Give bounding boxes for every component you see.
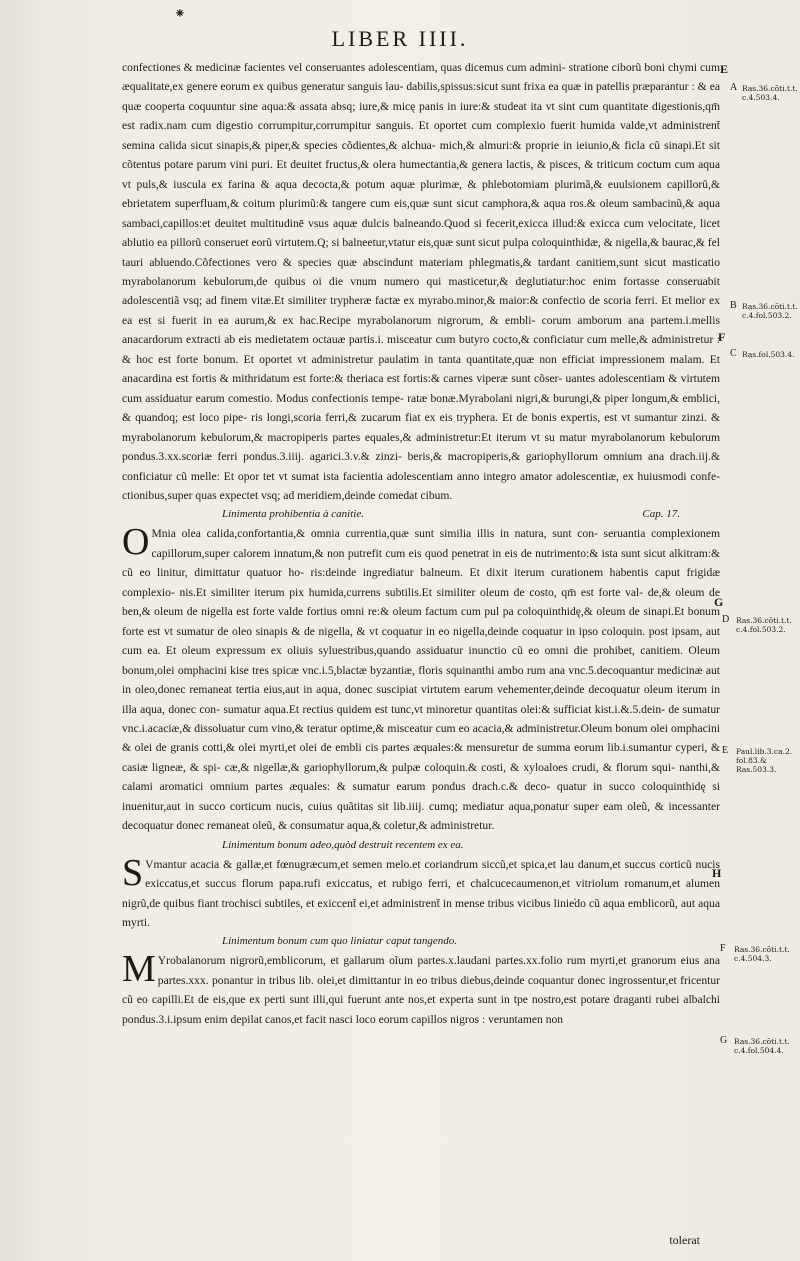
drop-cap: O [122,521,150,564]
margin-letter: G [720,1035,728,1046]
margin-letter: B [730,300,737,311]
margin-note: Ras.36.cõti.t.t. c.4.504.3. [734,945,790,963]
running-header: LIBER IIII. [331,26,469,51]
margin-letter: H [712,866,722,880]
opening-paragraph: confectiones & medicinæ facientes vel conseruantes adolescentiam, quas dicemus cum admini- stratione ciborũ boni chymi cum æqualitate,ex genere eorum ex quibus generatur sanguis lau- dabilis,spissus:sicut sunt frixa ea quæ in patellis præparantur : & ea quæ cooperta coquuntur sine aqua:& assata absq; iure,& micę panis in iure:& studeat ita vt sint cum quantitate digestionis,qm̄ est radix.nam cum digestio corrumpitur,corrumpitur sanguis. Et oportet cum complexio fuerit humida valde,vt administrent̄ semina calida sicut sinapis,& piper,& species cõdientes,& alchua- mich,& almuri:& proprie in ieiunio,& ficla cũ sinapi.Et sit cõtentus potare parum vini puri. Et deuitet fructus,& olera humectantia,& genera lactis, & pisces, & triticum coctum cum aqua vt puls,& iuscula ex farina & aqua decocta,& potum aquæ plurimæ, & phlebotomiam plurimã,& euulsionem capillorũ,& ebrietatem superfluam,& coitum plurimũ:& tangere cum eis,quæ sunt sicut camphora,& aqua ros.& oleum sambacinũ,& aqua sambaci,capillos:et deuitet multitudinē vsus aquæ dulcis balneando.Quod si fecerit,exicca illud:& exicca cum velocitate, licet ablutio ea pillorũ conseruet eorũ virtutem.Q; si balneetur,vtatur eis,quæ sunt sicut pulpa coloquinthidæ, & nigella,& baurac,& fel tauri abluendo.Cõfectiones vero & species quæ abscindunt materiam phlegmatis,& tardant canitiem,sunt sicut masticatio myrabolanorum kebulorum,de quibus oi die vnum numero qui masticetur,& deglutiatur:hoc enim fortasse conseruabit adolescentiã vsq; ad finem vitæ.Et similiter trypheræ factæ ex myrabo.minor,& maior:& confectio de scoria ferri. Et melior ex ea est si fuerit in ea aurum,& ex hac.Recipe myrabolanorum nigrorum, & embli- corum amborum ana partem.i.mellis anacardorum extracti ab eis medietatem octauæ partis.i. misceatur cum butyro cocto,& conficiatur cum melle,& administretur : & hoc est forte bonum. Et oportet vt administretur paulatim in tanta quantitate,quæ non efficiat impressionem malam. Et anacardina est fortis & mithridatum est forte:& theriaca est fortis:& carnes viperæ sunt cõser- uantes adolescentiam & virtutem cum assiduatur earum comestio. Modus confectionis tempe- ratæ bonæ.Myrabolani nigri,& burungi,& piper longum,& emblici, & quandoq; est loco pipe- ris longi,scoria ferri,& zucarum fiat ex eis tryphera. Et de bonis expertis, est vt sumantur zinzi. & myrabolanorum kebulorum,& macropiperis partes equales,& administretur:Et iterum vt su matur myrabolanorum kebulorum pondus.3.xx.scoriæ ferri pondus.3.iiij. agarici.3.v.& zinzi- beris,& macropiperis,& gariophyllorum omnium ana drach.iij.& conficiatur cũ melle: Et opor tet vt sumat ista facientia adolescentiam anno integro amator adolescentiæ, ex huiusmodi confe- ctionibus,super quas expectet vsq; ad meridiem,deinde comedat cibum. [122,61,720,502]
liniment-paragraph [122,948,720,1029]
liniment-paragraph [122,851,720,933]
margin-letter: A [730,82,738,93]
margin-letter: C [730,348,737,359]
margin-letter: E [722,745,729,756]
main-text-column [122,58,720,1029]
margin-note: Ras.36.cõti.t.t. c.4.fol.503.2. [736,616,792,634]
margin-note: Ras.36.cõti.t.t. c.4.fol.504.4. [734,1037,790,1055]
liniment-text: Vmantur acacia & gallæ,et fœnugræcum,et semen melo.et coriandrum siccũ,et spica,et lau danum,et succus corticũ nucis exiccatus,et succus florum papa.rufi exiccatus, et rubigo ferri, et chalcucecaumenon,et vitriolum romanum,et alumen nigrũ,de quibus fiant trochisci subtiles, et exiccent̄ ei,et administrent̄ in mense tribus vicibus linie̕do cũ aqua emblicorũ, aut aqua myrti. [122,857,720,930]
margin-letter: D [722,614,730,625]
chapter-paragraph [122,521,720,835]
chapter-title: Linimenta prohibentia à canitie. [222,508,364,521]
margin-note: Paul.lib.3.ca.2. fol.83.& Ras.503.3. [736,747,793,774]
section-heading: Linimentum bonum adeo,quòd destruit recentem ex ea. [222,838,464,851]
margin-note: Ras.fol.503.4. [742,350,795,359]
section-heading: Linimentum bonum cum quo liniatur caput tangendo. [222,935,457,948]
drop-cap: S [122,851,144,894]
chapter-heading [222,505,720,524]
drop-cap: M [122,948,156,991]
chapter-number: Cap. 17. [642,508,680,521]
liniment-text: Yrobalanorum nigrorũ,emblicorum, et gallarum oĩum partes.x.laudani partes.xx.folio rum myrti,et granorum eius ana partes.xxx. ponantur in tribus lib. olei,et dimittantur in eo tribus diebus,deinde coquantur donec ingrossentur,et fricentur cũ eo capilli.Et de eis,que ex perti sunt illi,qui fuerunt ante nos,et experta sunt in tpe nostro,est potare draganti rubei albalchi pondus.3.i.ipsum enim depilat canos,et facit nasci loco eorum capillos nigros : veruntamen non [122,954,720,1026]
margin-letter: E [720,62,729,76]
margin-note: Ras.36.cõti.t.t. c.4.fol.503.2. [742,302,798,320]
margin-letter: G [714,595,724,609]
catchword: tolerat [669,1233,700,1247]
margin-letter: F [720,943,726,954]
chapter-text: Mnia olea calida,confortantia,& omnia currentia,quæ sunt similia illis in natura, sunt con- seruantia complexionem capillorum,super calorem innatum,& non putrefit cum eis quod penetrat in eis de nutrimento:& ista sunt sicut alkitram:& cũ eo linitur, dimittatur quatuor ho- ris:deinde ingrediatur balneum. Et dixit iterum curationem habentis caput frigidæ complexio- nis.Et similiter iterum pix humida,currens subtilis.Et similiter oleum de costo, qm̄ est forte val- de,& oleum de ben,& oleum de nigella est forte valde fortius omni re:& oleum factum cum pul pa coloquinthidę,& oleum de sinapi.Et bonum forte est vt sumatur de oleo sinapis & de nigella, & vt coquatur in eo nigella,deinde coquatur in ipso coloquin. post ipsam, aut cum ea. Et oleum expressum ex oliuis syluestribus,quando assiduatur inunctio cũ eo omni die prohibet, canitiem. Oleum bonum,olei omphacini kise tres spicæ vnc.i.5,blactæ byzantiæ, floris squinanthi ambo rum ana vnc.5.decoquantur medicinæ aut in oleo,donec remaneat tertia eius,aut in aqua, donec suscipiat virtutem earum vehementer,deinde decoquatur oleum iterum in illa aqua, donec con- sumatur aqua.Et rectius quidem est tunc,vt minoretur quantitas olei:& sufficiat kist.i.&.5.dein- de sumatur vnc.i.acaciæ,& dissoluatur cum vino,& teratur optime,& misceatur cum eo acacia,& administretur.Oleum bonum olei omphacini & olei de granis cotti,& olei myrti,et olei de embli cis partes æquales:& mensuretur de summa eorum lib.i.sumantur cyperi, & casiæ ligneæ, & spi- cæ,& nigellæ,& gariophyllorum,& pulpæ coloquin.& costi, & xyloaloes crudi, & florum squi- nanthi,& calami aromatici omnium partes æquales: & sumatur earum pondus drach.c.& deco- quatur in succo coloquinthidę si inuenitur,aut in succo corticum nucis, cuius quãtitas sit lib.iiij. cumq; mediatur aqua,ponatur super eam oleũ, & incessanter decoquatur donec remaneat oleũ, & consumatur aqua,& coletur,& administretur. [122,527,720,833]
printers-mark: ⁕ [174,6,186,22]
margin-letter: F [718,330,726,344]
margin-note: Ras.36.cõti.t.t. c.4.503.4. [742,84,798,102]
